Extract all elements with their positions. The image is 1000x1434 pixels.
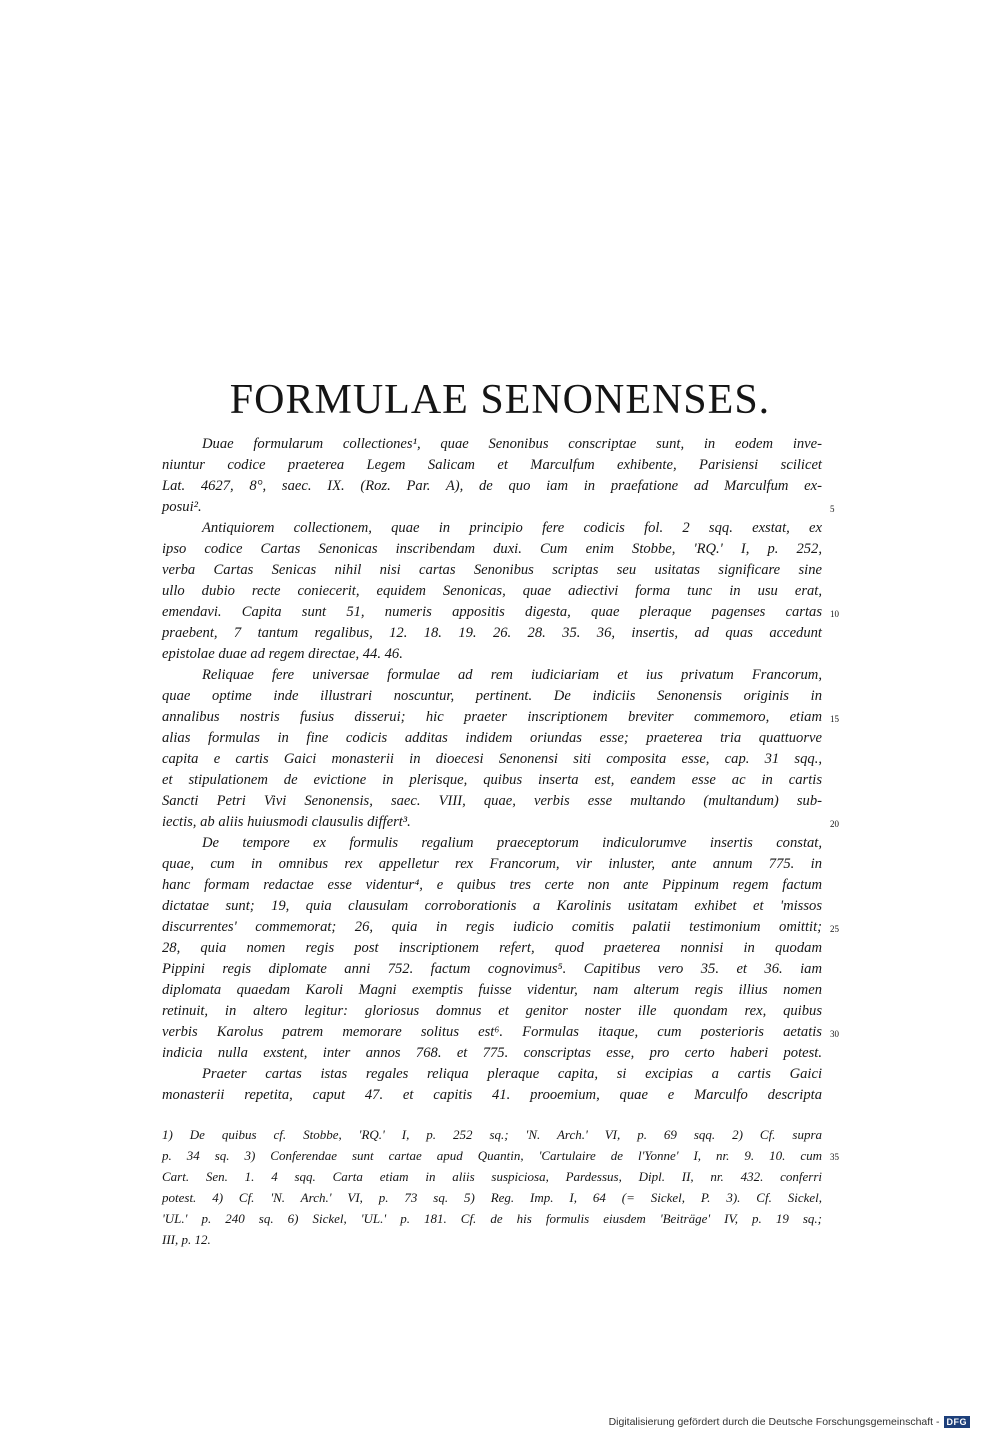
line-number: 20 [830, 819, 839, 829]
body-line-text: iectis, ab aliis huiusmodi clausulis differt³. [162, 814, 411, 830]
body-line [162, 896, 822, 917]
body-line [162, 812, 839, 833]
footnote-line-text: 'UL.' p. 240 sq. 6) Sickel, 'UL.' p. 181. Cf. de his formulis eiusdem 'Beiträge' IV, p. 19 sq.; [162, 1211, 822, 1226]
body-text [162, 434, 839, 1106]
body-line-text: annalibus nostris fusius disserui; hic praeter inscriptionem breviter commemoro, etiam [162, 709, 822, 725]
body-line [162, 833, 822, 854]
body-line [162, 770, 822, 791]
body-line-text: quae optime inde illustrari noscuntur, pertinent. De indiciis Senonensis originis in [162, 688, 822, 704]
body-line-text: Sancti Petri Vivi Senonensis, saec. VIII, quae, verbis esse multando (multandum) sub- [162, 793, 822, 809]
body-line-text: ipso codice Cartas Senonicas inscribendam duxi. Cum enim Stobbe, 'RQ.' I, p. 252, [162, 541, 822, 557]
body-line-text: indicia nulla exstent, inter annos 768. et 775. conscriptas esse, pro certo haberi potest. [162, 1045, 822, 1061]
footnote-line-text: Cart. Sen. 1. 4 sqq. Carta etiam in aliis suspiciosa, Pardessus, Dipl. II, nr. 432. conferri [162, 1169, 822, 1184]
body-line-text: Pippini regis diplomate anni 752. factum cognovimus⁵. Capitibus vero 35. et 36. iam [162, 961, 822, 977]
footnote-line [162, 1187, 822, 1208]
footnote-line [162, 1124, 822, 1145]
body-line-text: 28, quia nomen regis post inscriptionem refert, quod praeterea nonnisi in quodam [162, 940, 822, 956]
body-line [162, 1064, 822, 1085]
body-line [162, 623, 822, 644]
body-line [162, 476, 822, 497]
line-number: 25 [830, 924, 839, 934]
body-line [162, 665, 822, 686]
body-line [162, 707, 839, 728]
body-line [162, 434, 822, 455]
body-line-text: hanc formam redactae esse videntur⁴, e quibus tres certe non ante Pippinum regem factum [162, 877, 822, 893]
dfg-logo: DFG [944, 1416, 971, 1428]
body-line-text: posui². [162, 499, 202, 515]
body-line [162, 539, 822, 560]
body-line [162, 1022, 839, 1043]
body-line-text: Antiquiorem collectionem, quae in principio fere codicis fol. 2 sqq. exstat, ex [202, 520, 822, 536]
line-number: 30 [830, 1029, 839, 1039]
body-line [162, 518, 822, 539]
footnote-line [162, 1229, 822, 1250]
body-line-text: retinuit, in altero legitur: gloriosus domnus et genitor noster ille quondam rex, quibus [162, 1003, 822, 1019]
body-line-text: diplomata quaedam Karoli Magni exemptis fuisse videntur, nam alterum regis illius nomen [162, 982, 822, 998]
body-line-text: quae, cum in omnibus rex appelletur rex Francorum, vir inluster, ante annum 775. in [162, 856, 822, 872]
body-line-text: Duae formularum collectiones¹, quae Senonibus conscriptae sunt, in eodem inve- [202, 436, 822, 452]
body-line-text: monasterii repetita, caput 47. et capitis 41. prooemium, quae e Marculfo descripta [162, 1087, 822, 1103]
body-line-text: dictatae sunt; 19, quia clausulam corroborationis a Karolinis usitatam exhibet et 'missos [162, 898, 822, 914]
footnotes [162, 1124, 839, 1250]
body-line-text: Reliquae fere universae formulae ad rem iudiciariam et ius privatum Francorum, [202, 667, 822, 683]
body-line [162, 686, 822, 707]
body-line [162, 875, 822, 896]
body-line-text: emendavi. Capita sunt 51, numeris appositis digesta, quae pleraque pagenses cartas [162, 604, 822, 620]
footnote-line-text: III, p. 12. [162, 1232, 211, 1247]
body-line-text: capita e cartis Gaici monasterii in dioecesi Senonensi siti composita esse, cap. 31 sqq., [162, 751, 822, 767]
body-line [162, 728, 822, 749]
body-line-text: epistolae duae ad regem directae, 44. 46. [162, 646, 403, 662]
body-line [162, 854, 822, 875]
footnote-line-text: potest. 4) Cf. 'N. Arch.' VI, p. 73 sq. 5) Reg. Imp. I, 64 (= Sickel, P. 3). Cf. Sickel, [162, 1190, 822, 1205]
line-number: 10 [830, 609, 839, 619]
body-line [162, 455, 822, 476]
body-line [162, 791, 822, 812]
body-line-text: ullo dubio recte coniecerit, equidem Senonicas, quae adiectivi forma tunc in usu erat, [162, 583, 822, 599]
body-line-text: discurrentes' commemorat; 26, quia in regis iudicio comitis palatii testimonium omittit; [162, 919, 822, 935]
body-line [162, 980, 822, 1001]
body-line [162, 959, 822, 980]
body-line-text: praebent, 7 tantum regalibus, 12. 18. 19. 26. 28. 35. 36, insertis, ad quas accedunt [162, 625, 822, 641]
body-line [162, 644, 822, 665]
body-line [162, 917, 839, 938]
footnote-line [162, 1166, 822, 1187]
footnote-line-text: 1) De quibus cf. Stobbe, 'RQ.' I, p. 252 sq.; 'N. Arch.' VI, p. 69 sqq. 2) Cf. supra [162, 1127, 822, 1142]
line-number: 5 [830, 504, 835, 514]
body-line-text: et stipulationem de evictione in plerisque, quibus inserta est, eandem esse ac in cartis [162, 772, 822, 788]
body-line-text: Praeter cartas istas regales reliqua pleraque capita, si excipias a cartis Gaici [202, 1066, 822, 1082]
body-line [162, 938, 822, 959]
body-line [162, 581, 822, 602]
body-line [162, 1043, 822, 1064]
body-line-text: De tempore ex formulis regalium praeceptorum indiculorumve insertis constat, [202, 835, 822, 851]
body-line-text: niuntur codice praeterea Legem Salicam et Marculfum exhibente, Parisiensi scilicet [162, 457, 822, 473]
footer-text: Digitalisierung gefördert durch die Deutsche Forschungsgemeinschaft - [608, 1416, 940, 1428]
body-line-text: alias formulas in fine codicis additas indidem oriundas esse; praeterea tria quattuorve [162, 730, 822, 746]
body-line [162, 497, 835, 518]
body-line [162, 560, 822, 581]
body-line [162, 749, 822, 770]
body-line [162, 1001, 822, 1022]
footnote-line [162, 1208, 822, 1229]
body-line [162, 602, 839, 623]
line-number: 35 [830, 1152, 839, 1162]
body-line-text: verba Cartas Senicas nihil nisi cartas Senonibus scriptas seu usitatas significare sine [162, 562, 822, 578]
footnote-line [162, 1145, 839, 1166]
page-title: FORMULAE SENONENSES. [229, 377, 771, 423]
body-line-text: verbis Karolus patrem memorare solitus est⁶. Formulas itaque, cum posterioris aetatis [162, 1024, 822, 1040]
footnote-line-text: p. 34 sq. 3) Conferendae sunt cartae apud Quantin, 'Cartulaire de l'Yonne' I, nr. 9. 10. cum [162, 1148, 822, 1163]
body-line [162, 1085, 822, 1106]
body-line-text: Lat. 4627, 8°, saec. IX. (Roz. Par. A), de quo iam in praefatione ad Marculfum ex- [162, 478, 822, 494]
dfg-footer [609, 1414, 970, 1430]
line-number: 15 [830, 714, 839, 724]
